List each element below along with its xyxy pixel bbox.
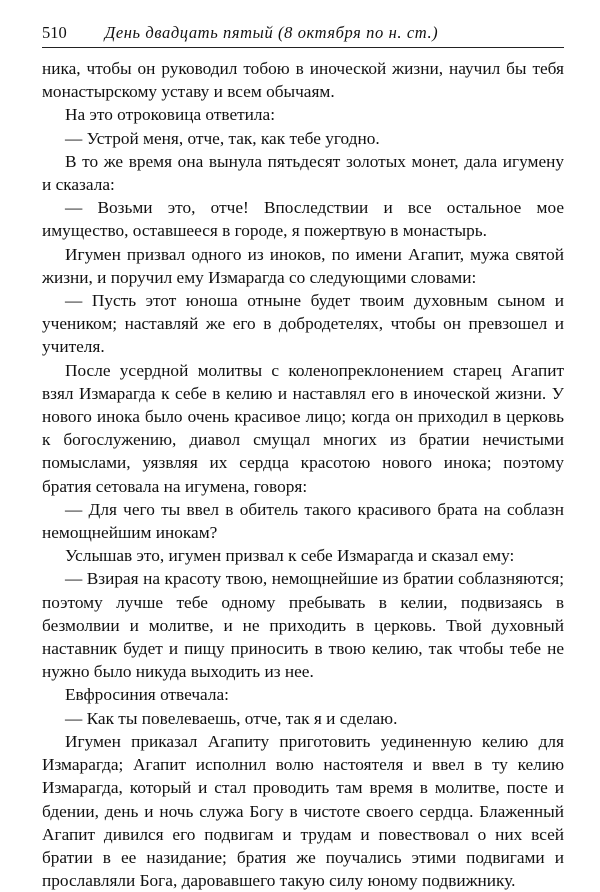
paragraph: На это отроковица ответила: (65, 105, 276, 125)
paragraph: — Как ты повелеваешь, отче, так я и сделаю. (65, 708, 398, 728)
paragraph: Игумен приказал Агапиту приготовить уединенную келию для Измарагда; Агапит исполнил волю настоятеля и ввел в ту келию Измарагда, который и стал проводить там время в молитве, посте и бдении, день и ночь служа Богу в чистоте своего сердца. Блаженный Агапит дивился его подвигам и трудам и повествовал о них всей братии в ее назидание; братия же поучались этими подвигами и прославляли Бога, даровавшего такую силу юному подвижнику. (42, 731, 564, 891)
page-header (42, 22, 564, 48)
paragraph: — Взирая на красоту твою, немощнейшие из братии соблазняются; поэтому лучше тебе одному пребывать в келии, подвизаясь в безмолвии и молитве, и не приходить в церковь. Твой духовный наставник будет и пищу приносить в твою келию, так чтобы тебе не нужно было никуда выходить из нее. (42, 569, 564, 682)
page-number: 510 (42, 23, 67, 42)
paragraph: Евфросиния отвечала: (65, 685, 229, 705)
paragraph: ника, чтобы он руководил тобою в иноческой жизни, научил бы тебя монастырскому уставу и всем обычаям. (42, 59, 564, 102)
paragraph: — Пусть этот юноша отныне будет твоим духовным сыном и учеником; наставляй же его в добродетелях, чтобы он превзошел и учителя. (42, 291, 564, 357)
paragraph: — Устрой меня, отче, так, как тебе угодно. (65, 128, 380, 148)
paragraph: — Для чего ты ввел в обитель такого красивого брата на соблазн немощнейшим инокам? (42, 499, 564, 543)
book-page (42, 22, 564, 892)
paragraph: Услышав это, игумен призвал к себе Измарагда и сказал ему: (65, 546, 515, 566)
paragraph: Игумен призвал одного из иноков, по имени Агапит, мужа святой жизни, и поручил ему Измарагда со следующими словами: (42, 244, 564, 287)
paragraph: В то же время она вынула пятьдесят золотых монет, дала игумену и сказала: (42, 151, 564, 195)
body-text (42, 57, 564, 892)
paragraph: После усердной молитвы с коленопреклонением старец Агапит взял Измарагда к себе в келию и наставлял его в иноческой жизни. У нового инока было очень красивое лицо; когда он приходил в церковь к богослужению, диавол смущал многих из братии нечистыми помыслами, уязвляя их сердца красотою нового инока; поэтому братия сетовала на игумена, говоря: (42, 360, 564, 496)
running-title: День двадцать пятый (8 октября по н. ст.) (104, 23, 439, 42)
paragraph: — Возьми это, отче! Впоследствии и все остальное мое имущество, оставшееся в городе, я пожертвую в монастырь. (42, 198, 564, 241)
